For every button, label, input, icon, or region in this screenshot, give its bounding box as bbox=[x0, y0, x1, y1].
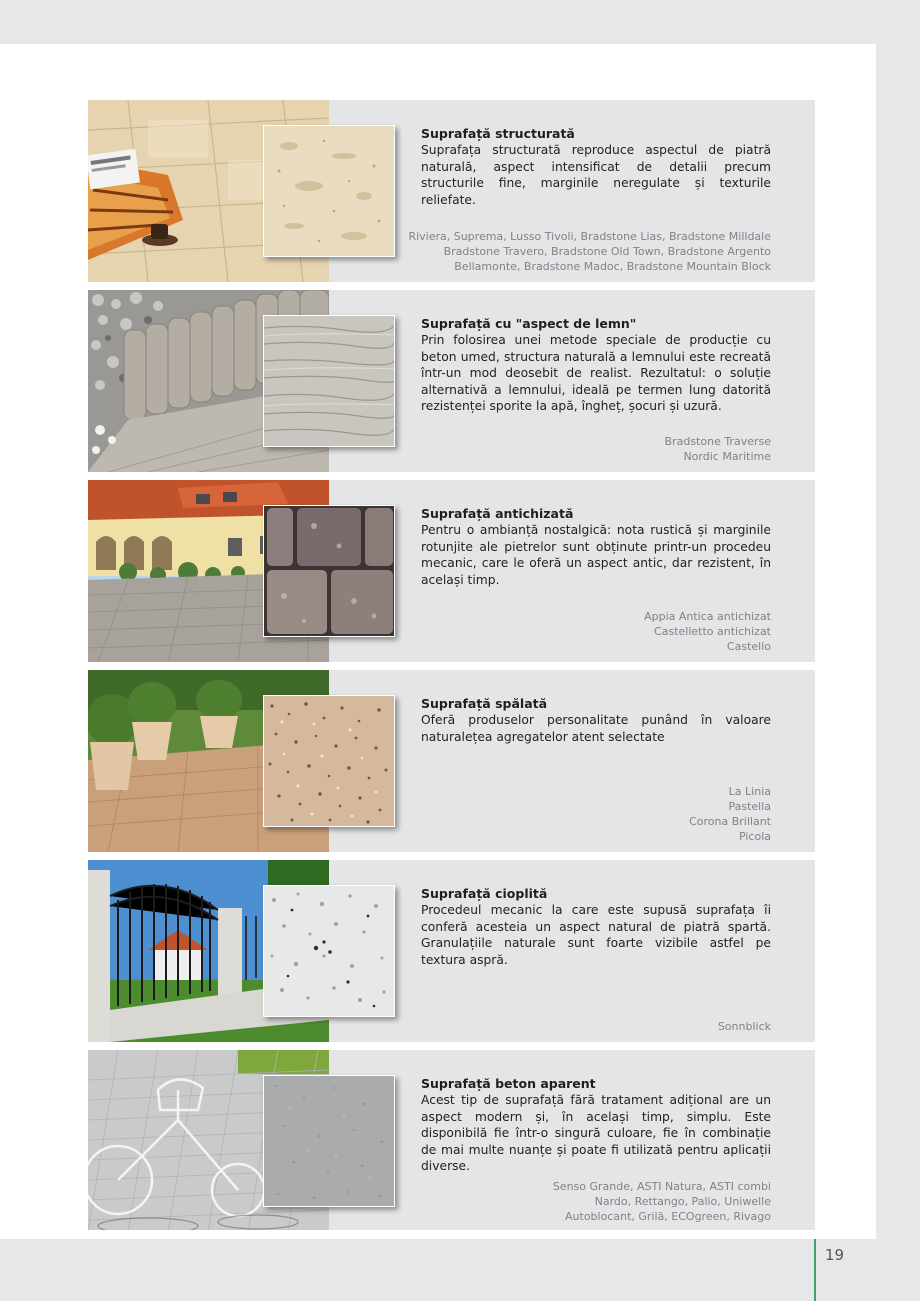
product-line: Sonnblick bbox=[717, 1020, 771, 1033]
section-description: Oferă produselor personalitate punând în valoare naturalețea agregatelor atent selectate bbox=[421, 713, 771, 744]
swatch-antique-texture bbox=[263, 505, 395, 637]
section-exposed-concrete-surface bbox=[88, 1050, 815, 1230]
section-title: Suprafață cioplită bbox=[421, 886, 548, 901]
section-title: Suprafață antichizată bbox=[421, 506, 574, 521]
section-washed-surface bbox=[88, 670, 815, 852]
section-chiseled-surface bbox=[88, 860, 815, 1042]
swatch-wood-texture bbox=[263, 315, 395, 447]
section-description: Suprafața structurată reproduce aspectul de piatră naturală, aspect intensificat de detalii precum structurile fine, marginile neregulate și texturile reliefate. bbox=[421, 143, 771, 207]
product-line: Corona Brillant bbox=[689, 815, 771, 828]
product-list bbox=[391, 1019, 771, 1034]
section-title: Suprafață structurată bbox=[421, 126, 575, 141]
product-line: Riviera, Suprema, Lusso Tivoli, Bradstone Lias, Bradstone Milldale bbox=[408, 230, 771, 243]
product-line: Appia Antica antichizat bbox=[644, 610, 771, 623]
product-line: Pastella bbox=[728, 800, 771, 813]
product-line: La Linia bbox=[728, 785, 771, 798]
section-description: Acest tip de suprafață fără tratament adițional are un aspect modern și, în același timp, simplu. Este disponibilă fie într-o singură culoare, fie în combinație de mai multe nuanțe și poate fi utilizată pentru aplicații diverse. bbox=[421, 1093, 771, 1173]
section-title: Suprafață cu "aspect de lemn" bbox=[421, 316, 637, 331]
section-wood-look-surface bbox=[88, 290, 815, 472]
footer-accent-line bbox=[814, 1239, 816, 1301]
product-line: Autoblocant, Grilă, ECOgreen, Rivago bbox=[565, 1210, 771, 1223]
swatch-structured-texture bbox=[263, 125, 395, 257]
product-line: Bellamonte, Bradstone Madoc, Bradstone Mountain Block bbox=[454, 260, 771, 273]
page-number: 19 bbox=[825, 1246, 845, 1264]
swatch-washed-texture bbox=[263, 695, 395, 827]
product-line: Castello bbox=[726, 640, 771, 653]
section-antique-surface bbox=[88, 480, 815, 662]
product-list bbox=[391, 434, 771, 464]
product-line: Senso Grande, ASTI Natura, ASTI combi bbox=[552, 1180, 771, 1193]
product-line: Bradstone Traverse bbox=[664, 435, 771, 448]
section-title: Suprafață beton aparent bbox=[421, 1076, 596, 1091]
section-title: Suprafață spălată bbox=[421, 696, 548, 711]
section-description: Prin folosirea unei metode speciale de producție cu beton umed, structura naturală a lemnului este recreată într-un mod deosebit de realist. Rezultatul: o soluție alternativă a lemnului, ideală pe termen lung datorită rezistenței sporite la apă, îngheț, șocuri și uzură. bbox=[421, 333, 771, 413]
product-list bbox=[391, 1179, 771, 1224]
product-list bbox=[391, 784, 771, 844]
product-line: Picola bbox=[738, 830, 771, 843]
section-structured-surface bbox=[88, 100, 815, 282]
product-line: Castelletto antichizat bbox=[654, 625, 771, 638]
product-line: Nordic Maritime bbox=[683, 450, 771, 463]
section-description: Procedeul mecanic la care este supusă suprafața îi conferă acesteia un aspect natural de piatră spartă. Granulațiile naturale sunt foarte vizibile astfel pe textura aspră. bbox=[421, 903, 771, 967]
product-list bbox=[391, 609, 771, 654]
swatch-chiseled-texture bbox=[263, 885, 395, 1017]
product-list bbox=[391, 229, 771, 274]
product-line: Bradstone Travero, Bradstone Old Town, Bradstone Argento bbox=[443, 245, 771, 258]
swatch-exposed-concrete-texture bbox=[263, 1075, 395, 1207]
section-description: Pentru o ambianță nostalgică: nota rustică și marginile rotunjite ale pietrelor sunt obținute printr-un procedeu mecanic, care le oferă un aspect antic, dar rezistent, în același timp. bbox=[421, 523, 771, 587]
product-line: Nardo, Rettango, Palio, Uniwelle bbox=[594, 1195, 771, 1208]
